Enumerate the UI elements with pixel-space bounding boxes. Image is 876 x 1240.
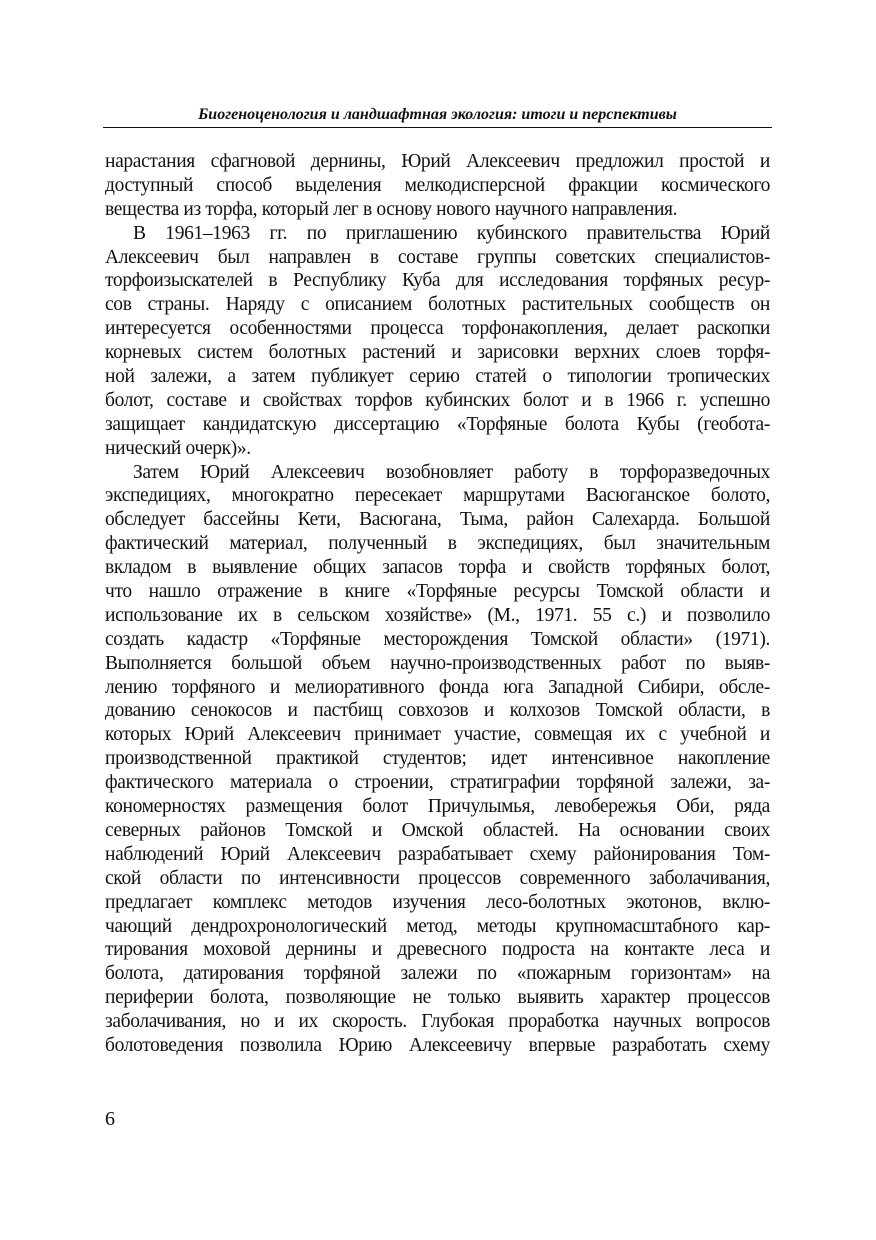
text-line: болотоведения позволила Юрию Алексеевичу впервые разработать схему <box>105 1034 770 1056</box>
text-line: наблюдений Юрий Алексеевич разрабатывает схему районирования Том- <box>105 843 770 865</box>
text-line: лению торфяного и мелиоративного фонда юга Западной Сибири, обсле- <box>105 676 770 698</box>
text-line: фактический материал, полученный в экспедициях, был значительным <box>105 533 770 555</box>
text-line: периферии болота, позволяющие не только выявить характер процессов <box>105 987 770 1009</box>
text-line: что нашло отражение в книге «Торфяные ресурсы Томской области и <box>105 581 770 603</box>
paragraph <box>105 150 770 222</box>
text-line: Затем Юрий Алексеевич возобновляет работу в торфоразведочных <box>133 461 770 483</box>
paragraph <box>105 222 770 461</box>
text-line: создать кадастр «Торфяные месторождения Томской области» (1971). <box>105 628 770 650</box>
text-line: болот, составе и свойствах торфов кубинских болот и в 1966 г. успешно <box>105 389 770 411</box>
paragraph <box>105 461 770 1058</box>
text-line: экспедициях, многократно пересекает маршрутами Васюганское болото, <box>105 485 770 507</box>
text-line: обследует бассейны Кети, Васюгана, Тыма, район Салехарда. Большой <box>105 509 770 531</box>
text-line: вкладом в выявление общих запасов торфа и свойств торфяных болот, <box>105 557 770 579</box>
text-line: Алексеевич был направлен в составе группы советских специалистов- <box>105 246 770 268</box>
text-line: вещества из торфа, который лег в основу нового научного направления. <box>105 198 678 220</box>
text-line: ной залежи, а затем публикует серию статей о типологии тропических <box>105 366 770 388</box>
text-line: В 1961–1963 гг. по приглашению кубинского правительства Юрий <box>133 222 770 244</box>
text-line: кономерностях размещения болот Причулымья, левобережья Оби, ряда <box>105 796 770 818</box>
text-line: производственной практикой студентов; идет интенсивное накопление <box>105 748 770 770</box>
text-line: тирования моховой дернины и древесного подроста на контакте леса и <box>105 939 770 961</box>
text-line: которых Юрий Алексеевич принимает участие, совмещая их с учебной и <box>105 724 770 746</box>
text-line: защищает кандидатскую диссертацию «Торфяные болота Кубы (геобота- <box>105 413 770 435</box>
running-head: Биогеноценология и ландшафтная экология: итоги и перспективы <box>198 106 677 123</box>
text-line: заболачивания, но и их скорость. Глубокая проработка научных вопросов <box>105 1011 770 1033</box>
text-line: интересуется особенностями процесса торфонакопления, делает раскопки <box>105 318 770 340</box>
text-line: ской области по интенсивности процессов современного заболачивания, <box>105 867 770 889</box>
body-text <box>105 150 770 1058</box>
text-line: болота, датирования торфяной залежи по «пожарным горизонтам» на <box>105 963 770 985</box>
header-rule <box>103 127 772 128</box>
text-line: северных районов Томской и Омской областей. На основании своих <box>105 819 770 841</box>
text-line: корневых систем болотных растений и зарисовки верхних слоев торфя- <box>105 342 770 364</box>
text-line: доступный способ выделения мелкодисперсной фракции космического <box>105 174 770 196</box>
text-line: сов страны. Наряду с описанием болотных растительных сообществ он <box>105 294 770 316</box>
text-line: фактического материала о строении, стратиграфии торфяной залежи, за- <box>105 772 770 794</box>
page-number: 6 <box>105 1108 115 1130</box>
text-line: Выполняется большой объем научно-производственных работ по выяв- <box>105 652 770 674</box>
text-line: нарастания сфагновой дернины, Юрий Алексеевич предложил простой и <box>105 151 770 172</box>
text-line: торфоизыскателей в Республику Куба для исследования торфяных ресур- <box>105 270 770 292</box>
text-line: дованию сенокосов и пастбищ совхозов и колхозов Томской области, в <box>105 700 770 722</box>
text-line: нический очерк)». <box>105 437 251 459</box>
text-line: предлагает комплекс методов изучения лесо-болотных экотонов, вклю- <box>105 891 770 913</box>
text-line: чающий дендрохронологический метод, методы крупномасштабного кар- <box>105 915 770 937</box>
text-line: использование их в сельском хозяйстве» (М., 1971. 55 с.) и позволило <box>105 604 770 626</box>
